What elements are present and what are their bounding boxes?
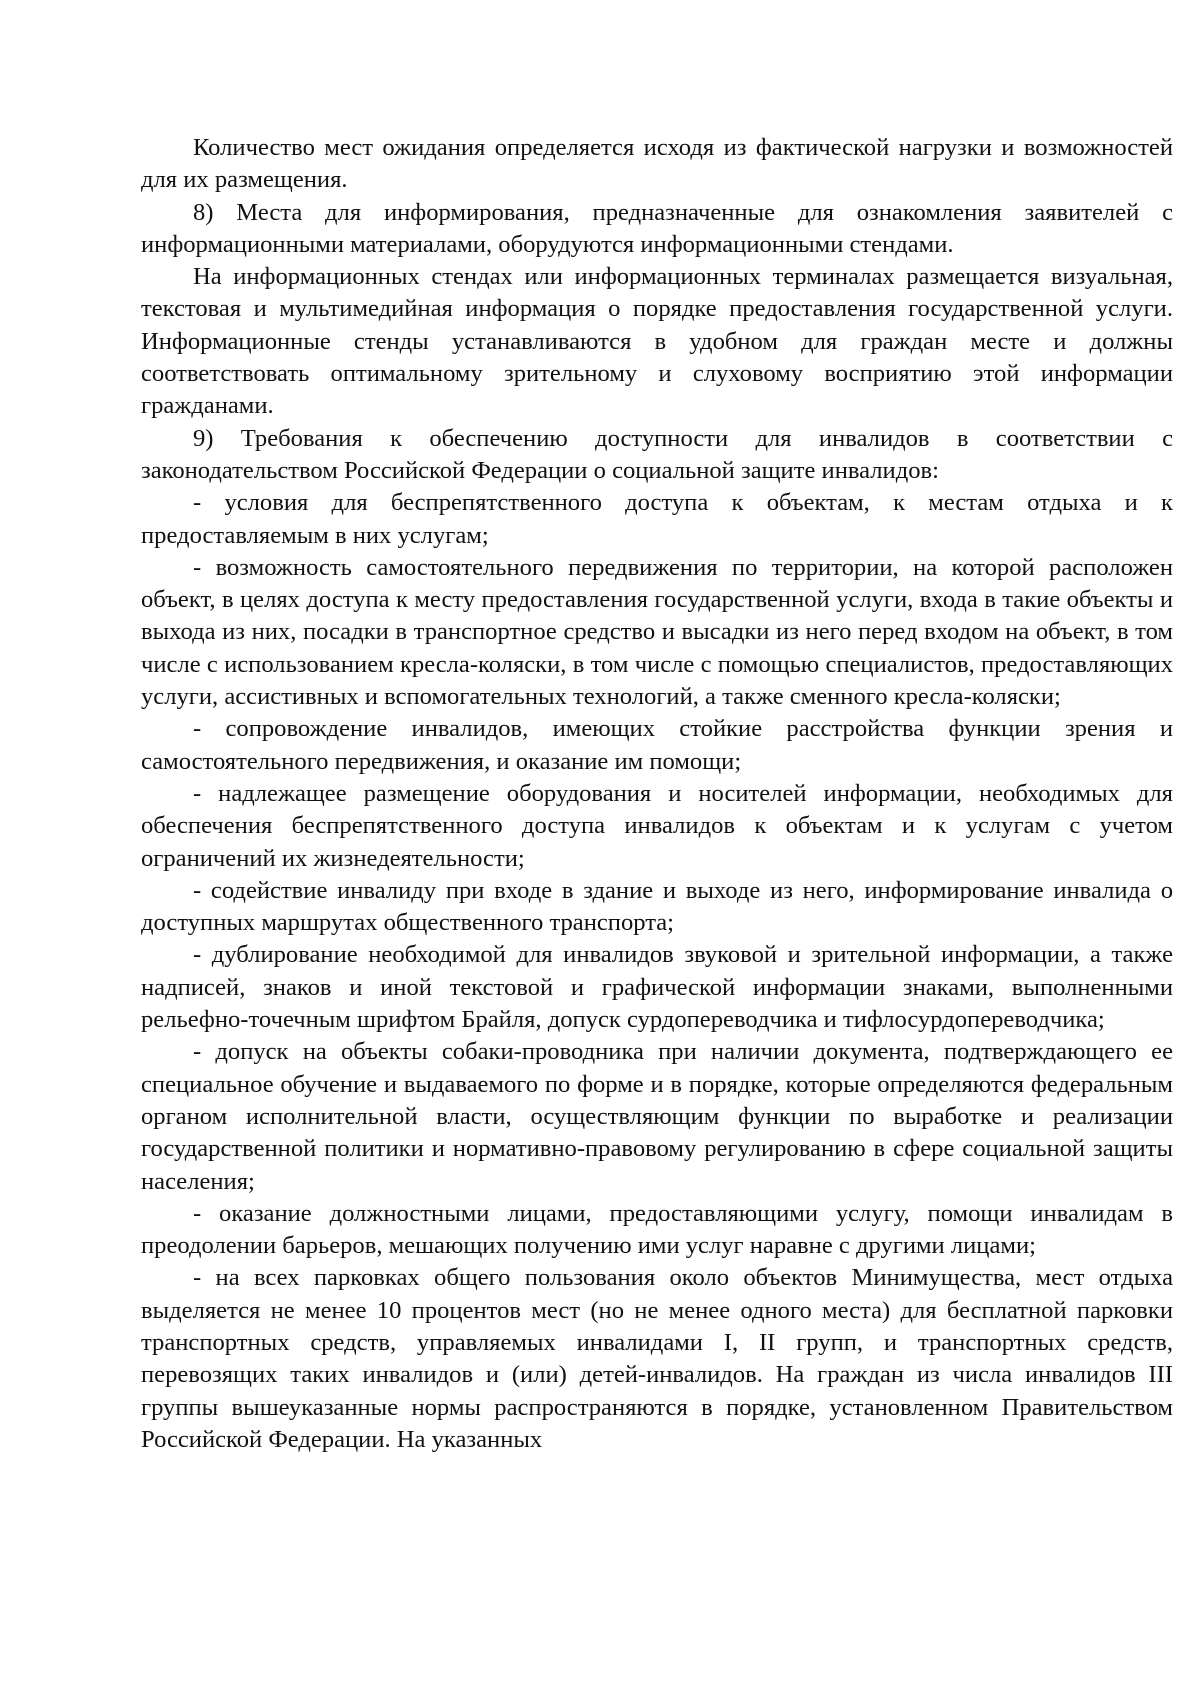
list-item-escort: - сопровождение инвалидов, имеющих стойкие расстройства функции зрения и самостоятельного передвижения, и оказание им помощи; (141, 715, 1173, 775)
list-item-guide-dog: - допуск на объекты собаки-проводника при наличии документа, подтверждающего ее специальное обучение и выдаваемого по форме и в порядке, которые определяются федеральным органом исполнительной власти, осуществляющим функции по выработке и реализации государственной политики и нормативно-правовому регулированию в сфере социальной защиты населения; (141, 1038, 1173, 1195)
document-page (141, 132, 1173, 1456)
list-item-braille-duplication: - дублирование необходимой для инвалидов звуковой и зрительной информации, а также надписей, знаков и иной текстовой и графической информации знаками, выполненными рельефно-точечным шрифтом Брайля, допуск сурдопереводчика и тифлосурдопереводчика; (141, 941, 1173, 1034)
paragraph-item-9: 9) Требования к обеспечению доступности для инвалидов в соответствии с законодательством Российской Федерации о социальной защите инвалидов: (141, 424, 1173, 484)
list-item-equipment-placement: - надлежащее размещение оборудования и носителей информации, необходимых для обеспечения беспрепятственного доступа инвалидов к объектам и к услугам с учетом ограничений их жизнедеятельности; (141, 779, 1173, 872)
paragraph-information-stands: На информационных стендах или информационных терминалах размещается визуальная, текстовая и мультимедийная информация о порядке предоставления государственной услуги. Информационные стенды устанавливаются в удобном для граждан месте и должны соответствовать оптимальному зрительному и слуховому восприятию этой информации гражданами. (141, 263, 1173, 420)
list-item-independent-movement: - возможность самостоятельного передвижения по территории, на которой расположен объект, в целях доступа к месту предоставления государственной услуги, входа в такие объекты и выхода из них, посадки в транспортное средство и высадки из него перед входом на объект, в том числе с использованием кресла-коляски, в том числе с помощью специалистов, предоставляющих услуги, ассистивных и вспомогательных технологий, а также сменного кресла-коляски; (141, 553, 1173, 711)
list-item-unobstructed-access: - условия для беспрепятственного доступа к объектам, к местам отдыха и к предоставляемым в них услугам; (141, 489, 1173, 549)
paragraph-item-8: 8) Места для информирования, предназначенные для ознакомления заявителей с информационными материалами, оборудуются информационными стендами. (141, 198, 1173, 258)
list-item-parking: - на всех парковках общего пользования около объектов Минимущества, мест отдыха выделяется не менее 10 процентов мест (но не менее одного места) для бесплатной парковки транспортных средств, управляемых инвалидами I, II групп, и транспортных средств, перевозящих таких инвалидов и (или) детей-инвалидов. На граждан из числа инвалидов III группы вышеуказанные нормы распространяются в порядке, установленном Правительством Российской Федерации. На указанных (141, 1264, 1173, 1453)
paragraph-waiting-places: Количество мест ожидания определяется исходя из фактической нагрузки и возможностей для их размещения. (141, 134, 1173, 194)
list-item-barrier-help: - оказание должностными лицами, предоставляющими услугу, помощи инвалидам в преодолении барьеров, мешающих получению ими услуг наравне с другими лицами; (141, 1199, 1173, 1260)
list-item-entry-assistance: - содействие инвалиду при входе в здание и выходе из него, информирование инвалида о доступных маршрутах общественного транспорта; (141, 876, 1173, 937)
